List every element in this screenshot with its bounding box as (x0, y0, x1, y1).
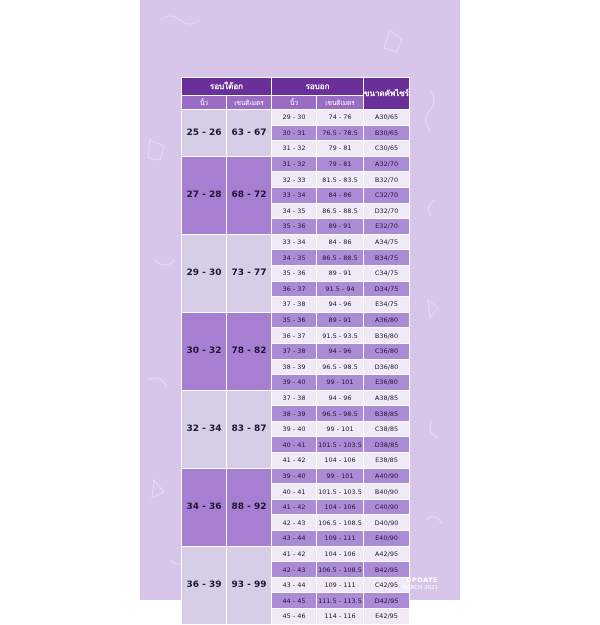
bust-cm-cell: 104 - 106 (317, 499, 364, 515)
cup-size-cell: B30/65 (364, 125, 410, 141)
bust-cm-cell: 89 - 91 (317, 312, 364, 328)
cup-size-cell: B32/70 (364, 172, 410, 188)
bust-cm-cell: 84 - 86 (317, 234, 364, 250)
table-row (182, 312, 410, 328)
cup-size-cell: D38/85 (364, 437, 410, 453)
table-row (182, 110, 410, 126)
bust-inch-cell: 35 - 36 (272, 265, 317, 281)
underbust-inch-cell: 30 - 32 (182, 312, 227, 390)
underbust-inch-cell: 32 - 34 (182, 390, 227, 468)
table-row (182, 546, 410, 562)
bust-inch-cell: 41 - 42 (272, 546, 317, 562)
bust-inch-cell: 38 - 39 (272, 359, 317, 375)
cup-size-cell: E34/75 (364, 297, 410, 313)
bust-cm-cell: 81.5 - 83.5 (317, 172, 364, 188)
cup-size-header: ขนาดคัพไซร์ (364, 78, 410, 110)
cup-size-cell: D32/70 (364, 203, 410, 219)
bust-inch-cell: 36 - 37 (272, 281, 317, 297)
bust-inch-cell: 33 - 34 (272, 187, 317, 203)
bust-inch-cell: 43 - 44 (272, 531, 317, 547)
bust-inch-cell: 32 - 33 (272, 172, 317, 188)
bust-inch-header: นิ้ว (272, 96, 317, 110)
bust-inch-cell: 39 - 40 (272, 421, 317, 437)
bust-cm-cell: 94 - 96 (317, 297, 364, 313)
table-row (182, 156, 410, 172)
table-row (182, 468, 410, 484)
cup-size-cell: B36/80 (364, 328, 410, 344)
bust-cm-cell: 86.5 - 88.5 (317, 203, 364, 219)
bust-header: รอบอก (272, 78, 364, 96)
bust-inch-cell: 31 - 32 (272, 141, 317, 157)
bust-cm-cell: 101.5 - 103.5 (317, 437, 364, 453)
underbust-cm-cell: 88 - 92 (227, 468, 272, 546)
cup-size-cell: A36/80 (364, 312, 410, 328)
cup-size-cell: C42/95 (364, 577, 410, 593)
bust-cm-cell: 104 - 106 (317, 453, 364, 469)
cup-size-cell: C40/90 (364, 499, 410, 515)
cup-size-cell: C30/65 (364, 141, 410, 157)
bust-cm-cell: 109 - 111 (317, 577, 364, 593)
underbust-cm-cell: 73 - 77 (227, 234, 272, 312)
bust-cm-cell: 114 - 116 (317, 609, 364, 625)
bust-inch-cell: 44 - 45 (272, 593, 317, 609)
cup-size-cell: A38/85 (364, 390, 410, 406)
bust-inch-cell: 42 - 43 (272, 515, 317, 531)
cup-size-cell: D34/75 (364, 281, 410, 297)
bust-inch-cell: 30 - 31 (272, 125, 317, 141)
bust-inch-cell: 41 - 42 (272, 499, 317, 515)
bust-inch-cell: 34 - 35 (272, 203, 317, 219)
underbust-cm-cell: 93 - 99 (227, 546, 272, 624)
cup-size-cell: A40/90 (364, 468, 410, 484)
update-label: UPDATE (406, 576, 438, 584)
bust-cm-cell: 96.5 - 98.5 (317, 406, 364, 422)
bust-cm-cell: 96.5 - 98.5 (317, 359, 364, 375)
bust-cm-cell: 89 - 91 (317, 219, 364, 235)
bust-cm-cell: 91.5 - 93.5 (317, 328, 364, 344)
bust-inch-cell: 36 - 37 (272, 328, 317, 344)
bust-cm-cell: 99 - 101 (317, 375, 364, 391)
bust-cm-cell: 94 - 96 (317, 343, 364, 359)
bust-inch-cell: 37 - 38 (272, 390, 317, 406)
bust-cm-cell: 74 - 76 (317, 110, 364, 126)
bust-cm-cell: 84 - 86 (317, 187, 364, 203)
bust-cm-cell: 99 - 101 (317, 468, 364, 484)
underbust-inch-cell: 25 - 26 (182, 110, 227, 157)
bust-inch-cell: 45 - 46 (272, 609, 317, 625)
update-date: MARCH 2021 (402, 585, 438, 591)
underbust-header: รอบใต้อก (182, 78, 272, 96)
bust-inch-cell: 42 - 43 (272, 562, 317, 578)
cup-size-cell: E40/90 (364, 531, 410, 547)
bust-cm-cell: 106.5 - 108.5 (317, 562, 364, 578)
underbust-inch-cell: 34 - 36 (182, 468, 227, 546)
cup-size-cell: D36/80 (364, 359, 410, 375)
bust-inch-cell: 34 - 35 (272, 250, 317, 266)
bust-inch-cell: 37 - 38 (272, 343, 317, 359)
cup-size-cell: A34/75 (364, 234, 410, 250)
cup-size-cell: C36/80 (364, 343, 410, 359)
table-row (182, 234, 410, 250)
cup-size-cell: E42/95 (364, 609, 410, 625)
bust-inch-cell: 40 - 41 (272, 484, 317, 500)
size-chart-poster (140, 0, 460, 621)
underbust-cm-cell: 63 - 67 (227, 110, 272, 157)
bust-inch-cell: 43 - 44 (272, 577, 317, 593)
underbust-inch-header: นิ้ว (182, 96, 227, 110)
bust-inch-cell: 29 - 30 (272, 110, 317, 126)
cup-size-cell: A32/70 (364, 156, 410, 172)
bust-cm-cell: 86.5 - 88.5 (317, 250, 364, 266)
bust-cm-cell: 76.5 - 78.5 (317, 125, 364, 141)
cup-size-cell: E38/85 (364, 453, 410, 469)
cup-size-cell: B42/95 (364, 562, 410, 578)
bust-cm-cell: 106.5 - 108.5 (317, 515, 364, 531)
bust-inch-cell: 38 - 39 (272, 406, 317, 422)
bust-cm-cell: 79 - 81 (317, 156, 364, 172)
bust-inch-cell: 35 - 36 (272, 312, 317, 328)
cup-size-cell: A30/65 (364, 110, 410, 126)
bust-cm-header: เซนติเมตร (317, 96, 364, 110)
bust-inch-cell: 33 - 34 (272, 234, 317, 250)
cup-size-cell: E32/70 (364, 219, 410, 235)
table-row (182, 390, 410, 406)
bust-cm-cell: 104 - 106 (317, 546, 364, 562)
cup-size-cell: B38/85 (364, 406, 410, 422)
underbust-cm-cell: 78 - 82 (227, 312, 272, 390)
bust-inch-cell: 35 - 36 (272, 219, 317, 235)
bust-inch-cell: 39 - 40 (272, 375, 317, 391)
underbust-cm-cell: 83 - 87 (227, 390, 272, 468)
bust-cm-cell: 79 - 81 (317, 141, 364, 157)
bust-inch-cell: 40 - 41 (272, 437, 317, 453)
bust-cm-cell: 111.5 - 113.5 (317, 593, 364, 609)
cup-size-cell: C38/85 (364, 421, 410, 437)
cup-size-cell: E36/80 (364, 375, 410, 391)
bust-cm-cell: 99 - 101 (317, 421, 364, 437)
cup-size-cell: B34/75 (364, 250, 410, 266)
cup-size-cell: D40/90 (364, 515, 410, 531)
cup-size-cell: C32/70 (364, 187, 410, 203)
cup-size-cell: D42/95 (364, 593, 410, 609)
cup-size-cell: C34/75 (364, 265, 410, 281)
bust-inch-cell: 31 - 32 (272, 156, 317, 172)
size-table (181, 77, 410, 625)
bust-inch-cell: 39 - 40 (272, 468, 317, 484)
update-note (402, 576, 438, 591)
cup-size-cell: A42/95 (364, 546, 410, 562)
underbust-inch-cell: 36 - 39 (182, 546, 227, 624)
bust-cm-cell: 101.5 - 103.5 (317, 484, 364, 500)
bust-inch-cell: 37 - 38 (272, 297, 317, 313)
bust-cm-cell: 91.5 - 94 (317, 281, 364, 297)
underbust-inch-cell: 27 - 28 (182, 156, 227, 234)
bust-cm-cell: 89 - 91 (317, 265, 364, 281)
bust-cm-cell: 94 - 96 (317, 390, 364, 406)
bust-cm-cell: 109 - 111 (317, 531, 364, 547)
underbust-cm-header: เซนติเมตร (227, 96, 272, 110)
underbust-cm-cell: 68 - 72 (227, 156, 272, 234)
bust-inch-cell: 41 - 42 (272, 453, 317, 469)
underbust-inch-cell: 29 - 30 (182, 234, 227, 312)
cup-size-cell: B40/90 (364, 484, 410, 500)
